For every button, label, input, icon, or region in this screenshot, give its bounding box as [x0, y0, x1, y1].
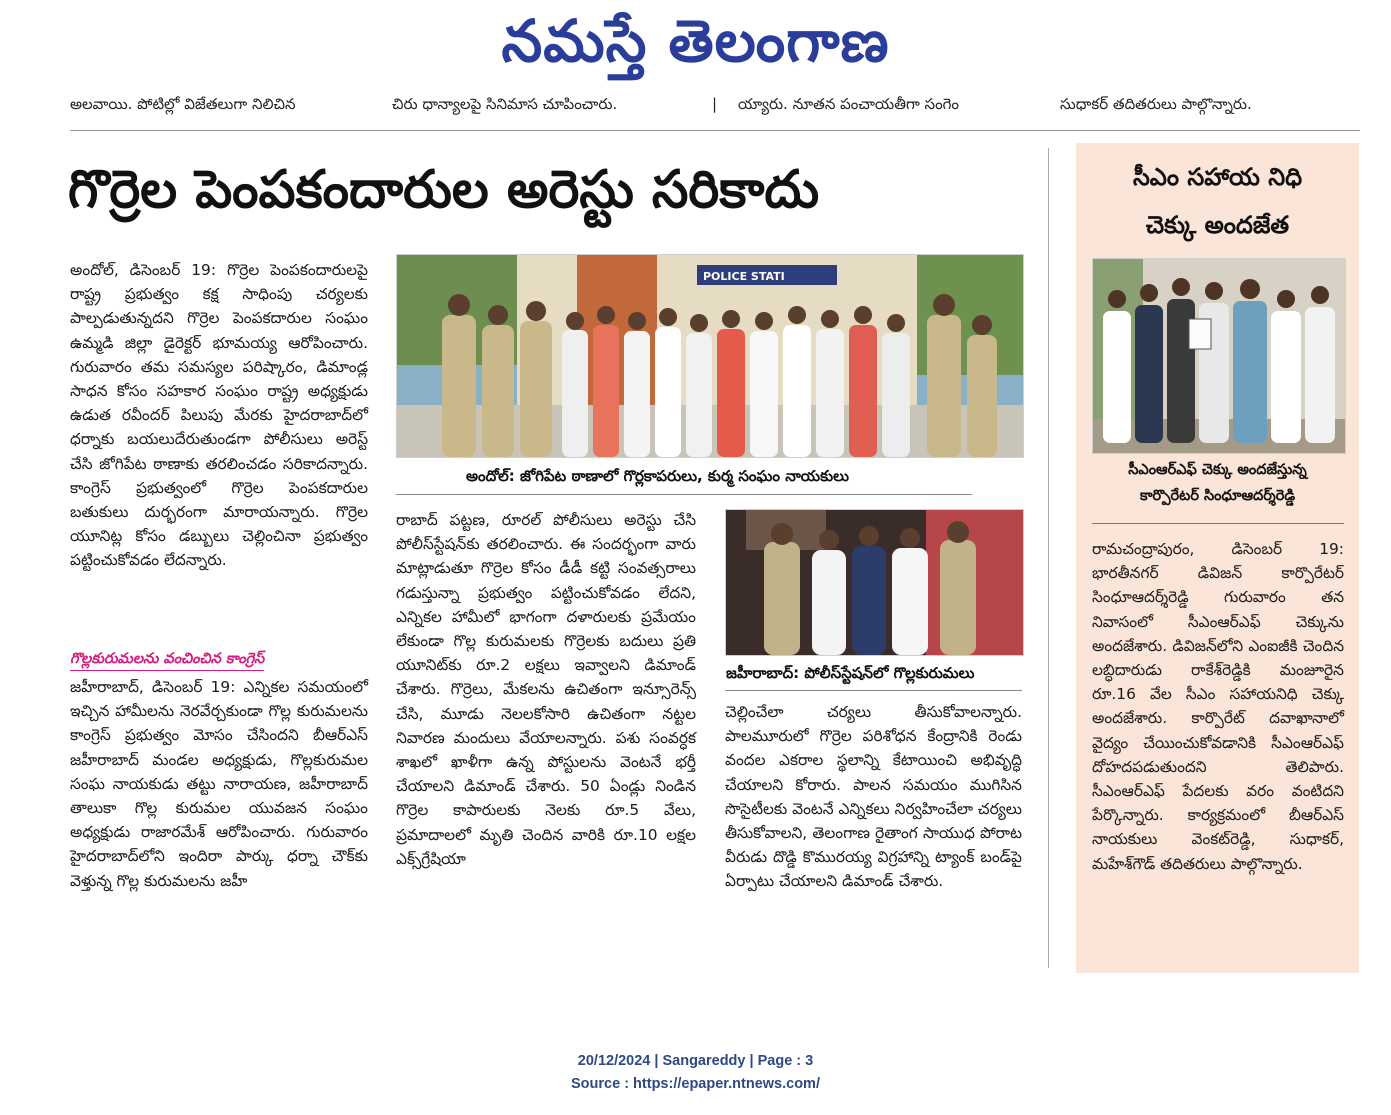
subhead-text: గొల్లకురుమలను వంచించిన కాంగ్రెస్ [70, 648, 264, 671]
main-story-column-3 [725, 700, 1022, 950]
side-title-line-2: చెక్కు అందజేత [1145, 211, 1290, 239]
main-story-paragraph-3: రాబాద్ పట్టణ, రూరల్ పోలీసులు అరెస్టు చేసి పోలీస్‌స్టేషన్‌కు తరలించారు. ఈ సందర్భంగా వారు మాట్లాడుతూ గొర్రెల కోసం డీడీ కట్టి సంవత్సరాలు గడుస్తున్నా ప్రభుత్వం పట్టించుకోవడం లేదని, ఎన్నికల హామీలో భాగంగా దళారులకు ప్రమేయం లేకుండా గొల్ల కురుమలకు గొర్రెలకు బదులు ప్రతి యూనిట్‌కు రూ.2 లక్షలు ఇవ్వాలని డిమాండ్ చేశారు. గొర్రెలు, మేకలను ఉచితంగా ఇన్సూరెన్స్ చేసి, మూడు నెలలకోసారి ఉచితంగా నట్టల నివారణ మందులు వేయాలన్నారు. పశు సంవర్ధక శాఖలో ఖాళీగా ఉన్న పోస్టులను వెంటనే భర్తీ చేయాలని డిమాండ్ చేశారు. 50 ఏండ్లు నిండిన గొర్రెల కాపారులకు నెలకు రూ.5 వేలు, ప్రమాదాలలో మృతి చెందిన వారికి రూ.10 లక్షల ఎక్స్‌గ్రేషియా [396, 511, 696, 868]
main-story-subhead [70, 648, 264, 671]
photo1-caption: అందోల్: జోగిపేట ఠాణాలో గొర్లకాపరులు, కుర్మ సంఘం నాయకులు [466, 467, 849, 485]
photo1-caption-rule [396, 494, 972, 495]
main-story-column-1b [70, 675, 368, 950]
cutline-divider: | [712, 95, 718, 113]
police-station-sign: POLICE STATI [703, 270, 785, 283]
main-story-column-2 [396, 508, 696, 950]
side-caption-line-1: సీఎంఆర్‌ఎఫ్ చెక్కు అందజేస్తున్న [1128, 462, 1307, 478]
main-story-column-1 [70, 258, 368, 646]
cmrf-side-story [1076, 143, 1359, 973]
zaheerabad-police-photo-drawing [726, 510, 1023, 655]
main-story-paragraph-1: అందోల్, డిసెంబర్ 19: గొర్రెల పెంపకందారులపై రాష్ట్ర ప్రభుత్వం కక్ష సాధింపు చర్యలకు పాల్పడుతున్నదని గొర్రెల పెంపకదారుల సంఘం ఉమ్మడి జిల్లా డైరెక్టర్ భూమయ్య ఆరోపించారు. గురువారం తమ సమస్యల పరిష్కారం, డిమాండ్ల సాధన కోసం సహకార సంఘం రాష్ట్ర అధ్యక్షుడు ఉడుత రవీందర్ పిలుపు మేరకు హైదరాబాద్‌లో ధర్నాకు బయలుదేరుతుండగా పోలీసులు అరెస్ట్ చేసి జోగిపేట ఠాణాకు తరలించడం సరికాదన్నారు. కాంగ్రెస్ ప్రభుత్వంలో గొర్రెల పెంపకదారుల బతుకులు దుర్భరంగా మారాయన్నారు. గొర్రెల యూనిట్ల కోసం డబ్బులు చెల్లించినా ప్రభుత్వం పట్టించుకోవడం లేదన్నారు. [70, 261, 368, 570]
main-story-paragraph-4: చెల్లించేలా చర్యలు తీసుకోవాలన్నారు. పాలమూరులో గొర్రెల పరిశోధన కేంద్రానికి రెండు వందల ఎకరాల స్థలాన్ని కేటాయించి అభివృద్ధి చేయాలని కోరారు. పాలన సమయం ముగిసిన సొసైటీలకు వెంటనే ఎన్నికలు నిర్వహించేలా చర్యలు తీసుకోవాలని, తెలంగాణ రైతాంగ సాయుధ పోరాట వీరుడు దొడ్డి కొమురయ్య విగ్రహాన్ని ట్యాంక్ బండ్‌పై ఏర్పాటు చేయాలని డిమాండ్ చేశారు. [725, 703, 1022, 891]
main-headline: గొర్రెల పెంపకందారుల అరెస్టు సరికాదు [68, 160, 820, 220]
top-rule [70, 130, 1360, 131]
cutline-1: అలవాయి. పోటిల్లో విజేతలుగా నిలిచిన [70, 95, 296, 113]
police-station-group-photo [396, 254, 1024, 458]
cutline-3: య్యారు. నూతన పంచాయతీగా సంగెం [738, 95, 960, 113]
main-story-paragraph-2: జహీరాబాద్, డిసెంబర్ 19: ఎన్నికల సమయంలో ఇచ్చిన హామీలను నెరవేర్చకుండా గొల్ల కురుమలను కాంగ్రెస్ ప్రభుత్వం మోసం చేసిందని బీఆర్‌ఎస్ జహీరాబాద్ మండల అధ్యక్షుడు, గొల్లకురుమల సంఘ నాయకుడు తట్టు నారాయణ, జహీరాబాద్ తాలుకా గొల్ల కురుమల యువజన సంఘం అధ్యక్షుడు రాజారమేశ్ ఆరోపించారు. గురువారం హైదరాబాద్‌లోని ఇందిరా పార్కు ధర్నా చౌక్‌కు వెళ్తున్న గొల్ల కురుమలను జహీ [70, 678, 368, 890]
side-story-body [1092, 537, 1344, 957]
photo2-caption: జహీరాబాద్: పోలీస్‌స్టేషన్‌లో గొల్లకురుమలు [726, 664, 975, 682]
zaheerabad-police-photo [725, 509, 1024, 656]
side-caption-line-2: కార్పొరేటర్ సింధూఆదర్శ్‌రెడ్డి [1139, 488, 1296, 504]
footer-date-edition: 20/12/2024 | Sangareddy | Page : 3 [577, 1053, 814, 1069]
side-story-paragraph: రామచంద్రాపురం, డిసెంబర్ 19: భారతీనగర్ డివిజన్ కార్పొరేటర్ సింధూఆదర్శ్‌రెడ్డి గురువారం తన నివాసంలో సీఎంఆర్‌ఎఫ్ చెక్కును అందజేశారు. డివిజన్‌లోని ఎంఐజీకి చెందిన లబ్ధిదారుడు రాకేశ్‌రెడ్డికి మంజూరైన రూ.16 వేల సీఎం సహాయనిధి చెక్కు అందజేశారు. కార్పొరేట్ దవాఖానాలో వైద్యం చేయించుకోవడానికి సీఎంఆర్‌ఎఫ్ దోహదపడుతుందని తెలిపారు. సీఎంఆర్‌ఎఫ్ పేదలకు వరం వంటిదని పేర్కొన్నారు. కార్యక్రమంలో బీఆర్‌ఎస్ నాయకులు వెంకట్‌రెడ్డి, సుధాకర్, మహేశ్‌గౌడ్ తదితరులు పాల్గొన్నారు. [1092, 540, 1344, 873]
side-title-line-1: సీఎం సహాయ నిధి [1132, 163, 1303, 191]
cmrf-cheque-photo-drawing [1093, 259, 1345, 453]
newspaper-masthead: నమస్తే తెలంగాణ [501, 7, 890, 75]
cmrf-cheque-photo [1092, 258, 1346, 454]
photo2-caption-rule [725, 690, 1022, 691]
cutline-2: చిరు ధాన్యాలపై సినిమాస చూపించారు. [392, 95, 618, 113]
footer-source: Source : https://epaper.ntnews.com/ [571, 1076, 820, 1092]
side-caption-rule [1092, 523, 1344, 524]
police-station-group-photo-drawing [397, 255, 1023, 457]
column-divider [1048, 148, 1049, 968]
cutline-4: సుధాకర్ తదితరులు పాల్గొన్నారు. [1060, 95, 1252, 113]
